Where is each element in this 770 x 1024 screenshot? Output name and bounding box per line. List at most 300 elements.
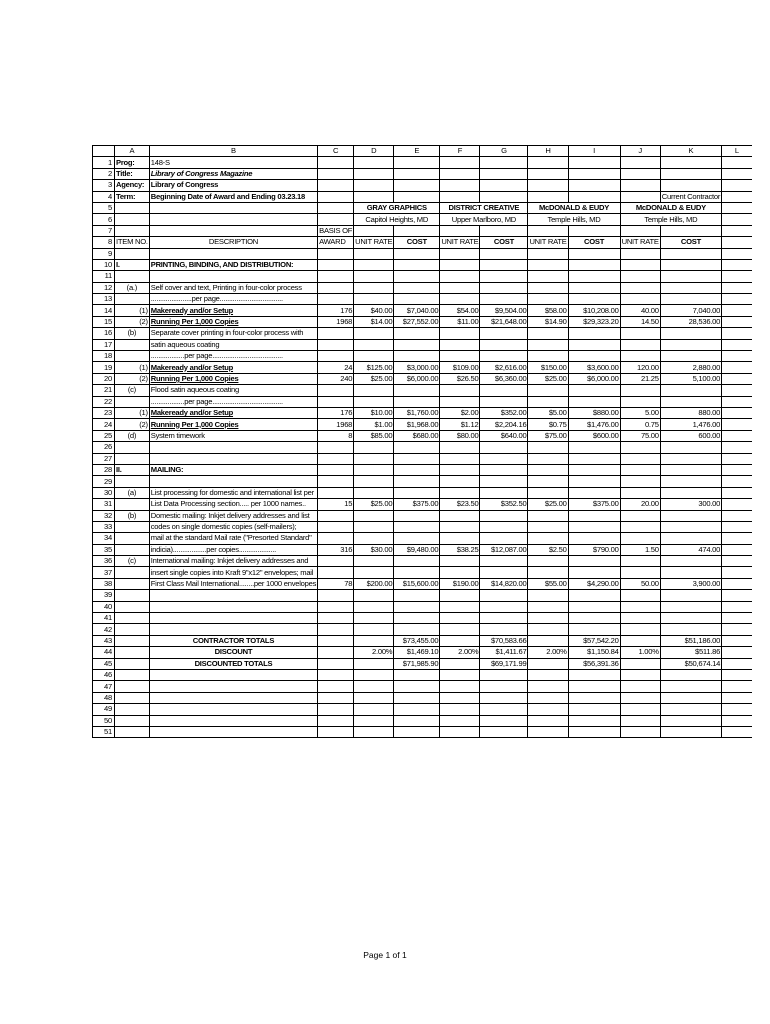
cell-g [480, 271, 528, 282]
cell-c [318, 271, 354, 282]
table-row [93, 681, 752, 692]
cell-a [115, 601, 150, 612]
cell-i [568, 271, 620, 282]
cell-c [318, 624, 354, 635]
cell-g: $14,820.00 [480, 578, 528, 589]
cell-f [440, 692, 480, 703]
table-row [93, 316, 752, 327]
cell-c [318, 214, 354, 225]
cell-k [660, 464, 721, 475]
cell-f: $109.00 [440, 362, 480, 373]
cell-f [440, 191, 480, 202]
cell-l [722, 601, 752, 612]
row-number: 2 [93, 168, 115, 179]
cell-l [722, 157, 752, 168]
cell-g [480, 726, 528, 737]
cell-d: UNIT RATE [355, 237, 393, 247]
table-row [93, 191, 752, 202]
cell-j [620, 294, 660, 305]
cell-d: $14.00 [354, 316, 394, 327]
cell-e [394, 669, 440, 680]
cell-b: DISCOUNT [149, 647, 317, 658]
cell-g [480, 487, 528, 498]
cell-l [722, 442, 752, 453]
cell-l [722, 613, 752, 624]
cell-i [568, 567, 620, 578]
cell-l [722, 544, 752, 555]
table-row [93, 726, 752, 737]
row-number: 14 [93, 305, 115, 316]
table-row [93, 590, 752, 601]
cell-h [528, 510, 568, 521]
cell-e [394, 715, 440, 726]
cell-k [660, 396, 721, 407]
cell-c [318, 168, 354, 179]
cell-g [480, 464, 528, 475]
cell-d [354, 442, 394, 453]
cell-b: Running Per 1,000 Copies [149, 419, 317, 430]
cell-c [318, 533, 354, 544]
cell-l [722, 499, 752, 510]
cell-k [660, 180, 721, 191]
cell-i: $57,542.20 [568, 635, 620, 646]
cell-b [149, 613, 317, 624]
cell-l [722, 362, 752, 373]
cell-k [660, 328, 721, 339]
column-header-j: J [620, 146, 660, 157]
table-row [93, 168, 752, 179]
cell-f: DISTRICT CREATIVE [440, 202, 528, 213]
cell-d: $30.00 [354, 544, 394, 555]
table-row [93, 202, 752, 213]
cell-c: BASIS OF [319, 225, 353, 235]
cell-j: 0.75 [620, 419, 660, 430]
cell-a [115, 476, 150, 487]
cell-h [528, 191, 568, 202]
cell-l [722, 464, 752, 475]
cell-c [318, 396, 354, 407]
cell-c [318, 487, 354, 498]
cell-a: I. [115, 259, 150, 270]
cell-f: 2.00% [440, 647, 480, 658]
cell-k: 474.00 [660, 544, 721, 555]
corner-cell [93, 146, 115, 157]
cell-d [354, 533, 394, 544]
cell-l [722, 419, 752, 430]
cell-k [660, 442, 721, 453]
cell-h [528, 168, 568, 179]
table-row [93, 658, 752, 669]
cell-h [528, 396, 568, 407]
cell-b: Library of Congress [149, 180, 317, 191]
cell-f [440, 225, 480, 236]
cell-l [722, 407, 752, 418]
row-number: 46 [93, 669, 115, 680]
cell-d [354, 601, 394, 612]
cell-a: II. [115, 464, 150, 475]
cell-l [722, 294, 752, 305]
cell-j [620, 248, 660, 259]
table-row [93, 715, 752, 726]
table-row [93, 499, 752, 510]
cell-k [660, 157, 721, 168]
cell-g: $2,204.16 [480, 419, 528, 430]
cell-a [115, 647, 150, 658]
cell-e [394, 442, 440, 453]
cell-b [149, 248, 317, 259]
column-header-row [93, 146, 752, 157]
cell-d: $25.00 [354, 499, 394, 510]
cell-e [394, 168, 440, 179]
cell-i [568, 453, 620, 464]
column-header-g: G [480, 146, 528, 157]
row-number: 25 [93, 430, 115, 441]
cell-j [620, 476, 660, 487]
cell-f [440, 442, 480, 453]
cell-a: (b) [115, 328, 150, 339]
table-row [93, 533, 752, 544]
cell-e [394, 282, 440, 293]
cell-c: 316 [318, 544, 354, 555]
cell-g [480, 385, 528, 396]
cell-f [440, 476, 480, 487]
table-row [93, 476, 752, 487]
cell-j [620, 282, 660, 293]
cell-e [394, 704, 440, 715]
cell-b: PRINTING, BINDING, AND DISTRIBUTION: [149, 259, 317, 270]
cell-c: 240 [318, 373, 354, 384]
cell-l [722, 202, 752, 213]
cell-i [568, 533, 620, 544]
cell-b: Self cover and text, Printing in four-color process [149, 282, 317, 293]
cell-f [440, 464, 480, 475]
cell-d [354, 282, 394, 293]
cell-l [722, 396, 752, 407]
cell-l [722, 453, 752, 464]
cell-d: 2.00% [354, 647, 394, 658]
cell-k: $51,186.00 [660, 635, 721, 646]
cell-c [318, 726, 354, 737]
cell-d: Capitol Heights, MD [354, 214, 440, 225]
cell-f [440, 624, 480, 635]
cell-g: $6,360.00 [480, 373, 528, 384]
cell-e: $73,455.00 [394, 635, 440, 646]
cell-l [722, 168, 752, 179]
cell-h: McDONALD & EUDY [528, 202, 620, 213]
cell-i [568, 385, 620, 396]
cell-a [115, 726, 150, 737]
cell-c [318, 704, 354, 715]
cell-j [620, 225, 660, 236]
cell-f [440, 669, 480, 680]
cell-d [354, 521, 394, 532]
cell-a: Agency: [115, 180, 150, 191]
cell-k: $511.86 [660, 647, 721, 658]
cell-g [480, 157, 528, 168]
cell-b [149, 476, 317, 487]
cell-l [722, 214, 752, 225]
cell-i [568, 590, 620, 601]
row-number: 8 [93, 237, 115, 248]
cell-g [480, 669, 528, 680]
column-header-a: A [115, 146, 150, 157]
cell-e: $15,600.00 [394, 578, 440, 589]
cell-l [722, 669, 752, 680]
cell-h: $25.00 [528, 499, 568, 510]
row-number: 33 [93, 521, 115, 532]
cell-b [149, 601, 317, 612]
cell-f [440, 567, 480, 578]
cell-i [568, 259, 620, 270]
cell-e [394, 339, 440, 350]
cell-e [394, 590, 440, 601]
cell-k [660, 351, 721, 362]
cell-h [528, 259, 568, 270]
cell-i: $375.00 [568, 499, 620, 510]
cell-h [528, 590, 568, 601]
cell-b [149, 681, 317, 692]
cell-j: 20.00 [620, 499, 660, 510]
cell-k [660, 225, 721, 236]
table-row [93, 396, 752, 407]
cell-i [568, 669, 620, 680]
cell-k [660, 282, 721, 293]
cell-j: 1.50 [620, 544, 660, 555]
cell-d [354, 453, 394, 464]
cell-g [480, 521, 528, 532]
cell-e [394, 385, 440, 396]
row-number: 17 [93, 339, 115, 350]
cell-g [480, 259, 528, 270]
cell-j: UNIT RATE [621, 237, 659, 247]
cell-a [115, 635, 150, 646]
cell-f: $23.50 [440, 499, 480, 510]
row-number: 24 [93, 419, 115, 430]
cell-c [318, 202, 354, 213]
cell-d [354, 567, 394, 578]
cell-j [620, 613, 660, 624]
cell-b [149, 590, 317, 601]
cell-e: $375.00 [394, 499, 440, 510]
cell-c [318, 453, 354, 464]
cell-c: 1968 [318, 316, 354, 327]
column-header-c: C [318, 146, 354, 157]
cell-j: 21.25 [620, 373, 660, 384]
table-row [93, 669, 752, 680]
cell-k: COST [660, 237, 721, 248]
cell-f [440, 385, 480, 396]
cell-k: 880.00 [660, 407, 721, 418]
cell-i [568, 294, 620, 305]
cell-f: Upper Marlboro, MD [440, 214, 528, 225]
cell-a [115, 248, 150, 259]
cell-k [660, 533, 721, 544]
cell-a [115, 578, 150, 589]
cell-e: $680.00 [394, 430, 440, 441]
cell-a: (1) [115, 407, 150, 418]
cell-k [660, 601, 721, 612]
cell-e: $27,552.00 [394, 316, 440, 327]
cell-k [660, 168, 721, 179]
table-row [93, 259, 752, 270]
cell-c [318, 590, 354, 601]
table-row [93, 544, 752, 555]
cell-e [394, 180, 440, 191]
cell-f: $1.12 [440, 419, 480, 430]
cell-a [115, 692, 150, 703]
cell-f [440, 396, 480, 407]
cell-d [354, 396, 394, 407]
cell-l [722, 180, 752, 191]
cell-i: $1,476.00 [568, 419, 620, 430]
cell-b [149, 202, 317, 213]
cell-b [149, 442, 317, 453]
cell-d [354, 692, 394, 703]
cell-b [149, 271, 317, 282]
cell-c [318, 157, 354, 168]
table-row [93, 556, 752, 567]
cell-d [354, 613, 394, 624]
cell-l [722, 647, 752, 658]
cell-e [394, 396, 440, 407]
cell-i: $880.00 [568, 407, 620, 418]
cell-k [660, 567, 721, 578]
cell-i: COST [568, 237, 620, 248]
cell-f [440, 704, 480, 715]
cell-i [568, 521, 620, 532]
cell-g: $21,648.00 [480, 316, 528, 327]
cell-g [480, 601, 528, 612]
table-row [93, 373, 752, 384]
cell-g [480, 715, 528, 726]
cell-e [394, 567, 440, 578]
cell-k [660, 510, 721, 521]
row-number: 19 [93, 362, 115, 373]
cell-d: $40.00 [354, 305, 394, 316]
cell-h: $0.75 [528, 419, 568, 430]
cell-e: $6,000.00 [394, 373, 440, 384]
cell-c [318, 658, 354, 669]
cell-i: $29,323.20 [568, 316, 620, 327]
row-number: 32 [93, 510, 115, 521]
cell-h [528, 567, 568, 578]
cell-h: Temple Hills, MD [528, 214, 620, 225]
cell-b: International mailing: Inkjet delivery addresses and [149, 556, 317, 567]
cell-j [620, 339, 660, 350]
cell-c [318, 521, 354, 532]
cell-d [354, 168, 394, 179]
cell-j [620, 487, 660, 498]
page-footer: Page 1 of 1 [363, 950, 407, 960]
row-number: 6 [93, 214, 115, 225]
cell-d: $25.00 [354, 373, 394, 384]
cell-d [354, 715, 394, 726]
cell-c: 78 [318, 578, 354, 589]
cell-l [722, 533, 752, 544]
cell-h [528, 669, 568, 680]
cell-g [480, 567, 528, 578]
row-number: 45 [93, 658, 115, 669]
cell-j [620, 658, 660, 669]
cell-b: Domestic mailing: Inkjet delivery addresses and list [149, 510, 317, 521]
table-row [93, 362, 752, 373]
cell-b: Beginning Date of Award and Ending 03.23.18 [149, 191, 317, 202]
cell-b: indicia)..................per copies.................... [149, 544, 317, 555]
cell-b: DISCOUNTED TOTALS [149, 658, 317, 669]
table-row [93, 521, 752, 532]
cell-h [528, 704, 568, 715]
cell-c [318, 556, 354, 567]
cell-f [440, 259, 480, 270]
cell-g [480, 294, 528, 305]
cell-k [660, 613, 721, 624]
cell-e [394, 601, 440, 612]
cell-l [722, 430, 752, 441]
cell-b [149, 726, 317, 737]
cell-a: Term: [115, 191, 150, 202]
cell-j [620, 635, 660, 646]
cell-d [354, 191, 394, 202]
cell-b [149, 669, 317, 680]
cell-k [660, 556, 721, 567]
table-row [93, 407, 752, 418]
row-number: 44 [93, 647, 115, 658]
cell-l [722, 282, 752, 293]
cell-b: insert single copies into Kraft 9"x12" envelopes; mail [149, 567, 317, 578]
cell-h [528, 681, 568, 692]
cell-e [394, 533, 440, 544]
cell-a [115, 271, 150, 282]
cell-c [318, 180, 354, 191]
row-number: 7 [93, 225, 115, 236]
cell-d [354, 328, 394, 339]
cell-e: $9,480.00 [394, 544, 440, 555]
cell-g: $70,583.66 [480, 635, 528, 646]
cell-j [620, 567, 660, 578]
cell-h [528, 180, 568, 191]
cell-b [149, 214, 317, 225]
cell-d: $10.00 [354, 407, 394, 418]
cell-e [394, 726, 440, 737]
cell-g [480, 624, 528, 635]
cell-l [722, 259, 752, 270]
cell-i: $600.00 [568, 430, 620, 441]
cell-l [722, 510, 752, 521]
cell-i: $56,391.36 [568, 658, 620, 669]
cell-l [722, 578, 752, 589]
cell-a: (2) [115, 316, 150, 327]
cell-k [660, 624, 721, 635]
cell-a: (1) [115, 305, 150, 316]
cell-h [528, 453, 568, 464]
table-row [93, 442, 752, 453]
cell-j [620, 180, 660, 191]
cell-b: Running Per 1,000 Copies [149, 373, 317, 384]
cell-e [394, 248, 440, 259]
cell-e [394, 692, 440, 703]
cell-f: UNIT RATE [441, 237, 479, 247]
cell-c [318, 191, 354, 202]
cell-g [480, 692, 528, 703]
cell-l [722, 658, 752, 669]
cell-l [722, 567, 752, 578]
cell-e [394, 613, 440, 624]
cell-f [440, 556, 480, 567]
cell-l [722, 191, 752, 202]
cell-j [620, 464, 660, 475]
cell-i [568, 442, 620, 453]
cell-l [722, 225, 752, 236]
